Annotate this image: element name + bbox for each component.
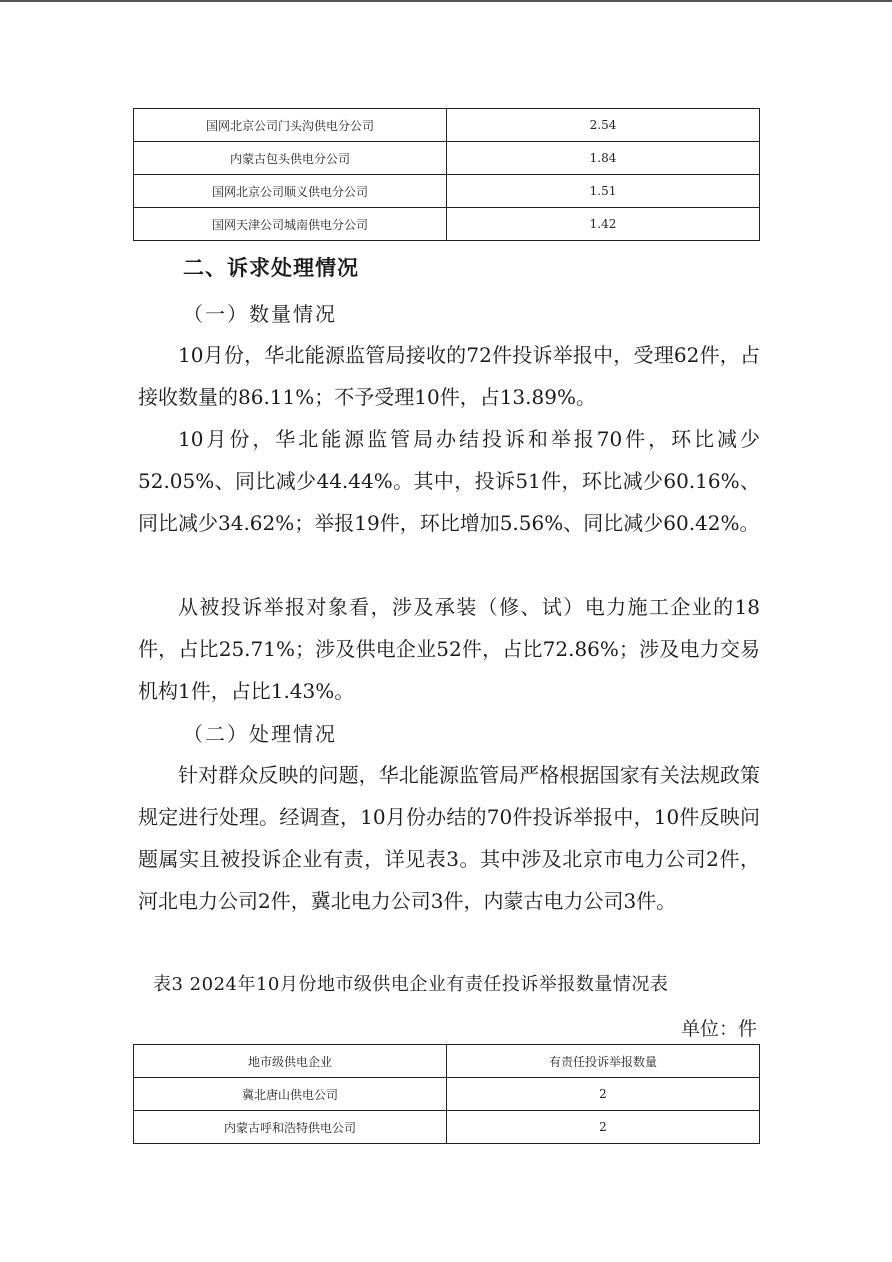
table-row [134, 1078, 760, 1111]
page-top-border [0, 0, 892, 2]
table-row [134, 109, 760, 142]
table-cell-value: 2 [447, 1111, 760, 1144]
paragraph-completed: 10月份，华北能源监管局办结投诉和举报70件，环比减少52.05%、同比减少44.44%。其中，投诉51件，环比减少60.16%、同比减少34.62%；举报19件，环比增加5.56%、同比减少60.42%。 [138, 427, 760, 535]
table-cell-value: 1.51 [447, 175, 760, 208]
table-header-row [134, 1045, 760, 1078]
table-cell-value: 1.42 [447, 208, 760, 241]
table-row [134, 142, 760, 175]
paragraph-received: 10月份，华北能源监管局接收的72件投诉举报中，受理62件，占接收数量的86.11%；不予受理10件，占13.89%。 [138, 343, 760, 409]
table-cell-name: 国网北京公司顺义供电分公司 [134, 175, 447, 208]
table-row [134, 175, 760, 208]
paragraph-targets: 从被投诉举报对象看，涉及承装（修、试）电力施工企业的18件，占比25.71%；涉及供电企业52件，占比72.86%；涉及电力交易机构1件，占比1.43%。 [138, 595, 760, 703]
table-cell-name: 内蒙古包头供电分公司 [134, 142, 447, 175]
table-header-count: 有责任投诉举报数量 [447, 1045, 760, 1078]
table-cell-name: 国网天津公司城南供电分公司 [134, 208, 447, 241]
table3-caption: 表3 2024年10月份地市级供电企业有责任投诉举报数量情况表 [153, 974, 669, 995]
table-top [133, 108, 760, 241]
table-cell-value: 2.54 [447, 109, 760, 142]
table-row [134, 208, 760, 241]
paragraph-handling: 针对群众反映的问题，华北能源监管局严格根据国家有关法规政策规定进行处理。经调查，10月份办结的70件投诉举报中，10件反映问题属实且被投诉企业有责，详见表3。其中涉及北京市电力公司2件，河北电力公司2件，冀北电力公司3件，内蒙古电力公司3件。 [138, 763, 760, 913]
subsection-title-quantity: （一）数量情况 [183, 302, 337, 326]
subsection-title-handling: （二）处理情况 [183, 722, 337, 746]
table-cell-value: 1.84 [447, 142, 760, 175]
table-cell-name: 内蒙古呼和浩特供电公司 [134, 1111, 447, 1144]
table-row [134, 1111, 760, 1144]
section-title: 二、诉求处理情况 [183, 256, 359, 280]
table3 [133, 1044, 760, 1144]
table-cell-name: 国网北京公司门头沟供电分公司 [134, 109, 447, 142]
table3-unit: 单位：件 [680, 1018, 757, 1040]
table-cell-name: 冀北唐山供电公司 [134, 1078, 447, 1111]
table-cell-value: 2 [447, 1078, 760, 1111]
table-header-enterprise: 地市级供电企业 [134, 1045, 447, 1078]
